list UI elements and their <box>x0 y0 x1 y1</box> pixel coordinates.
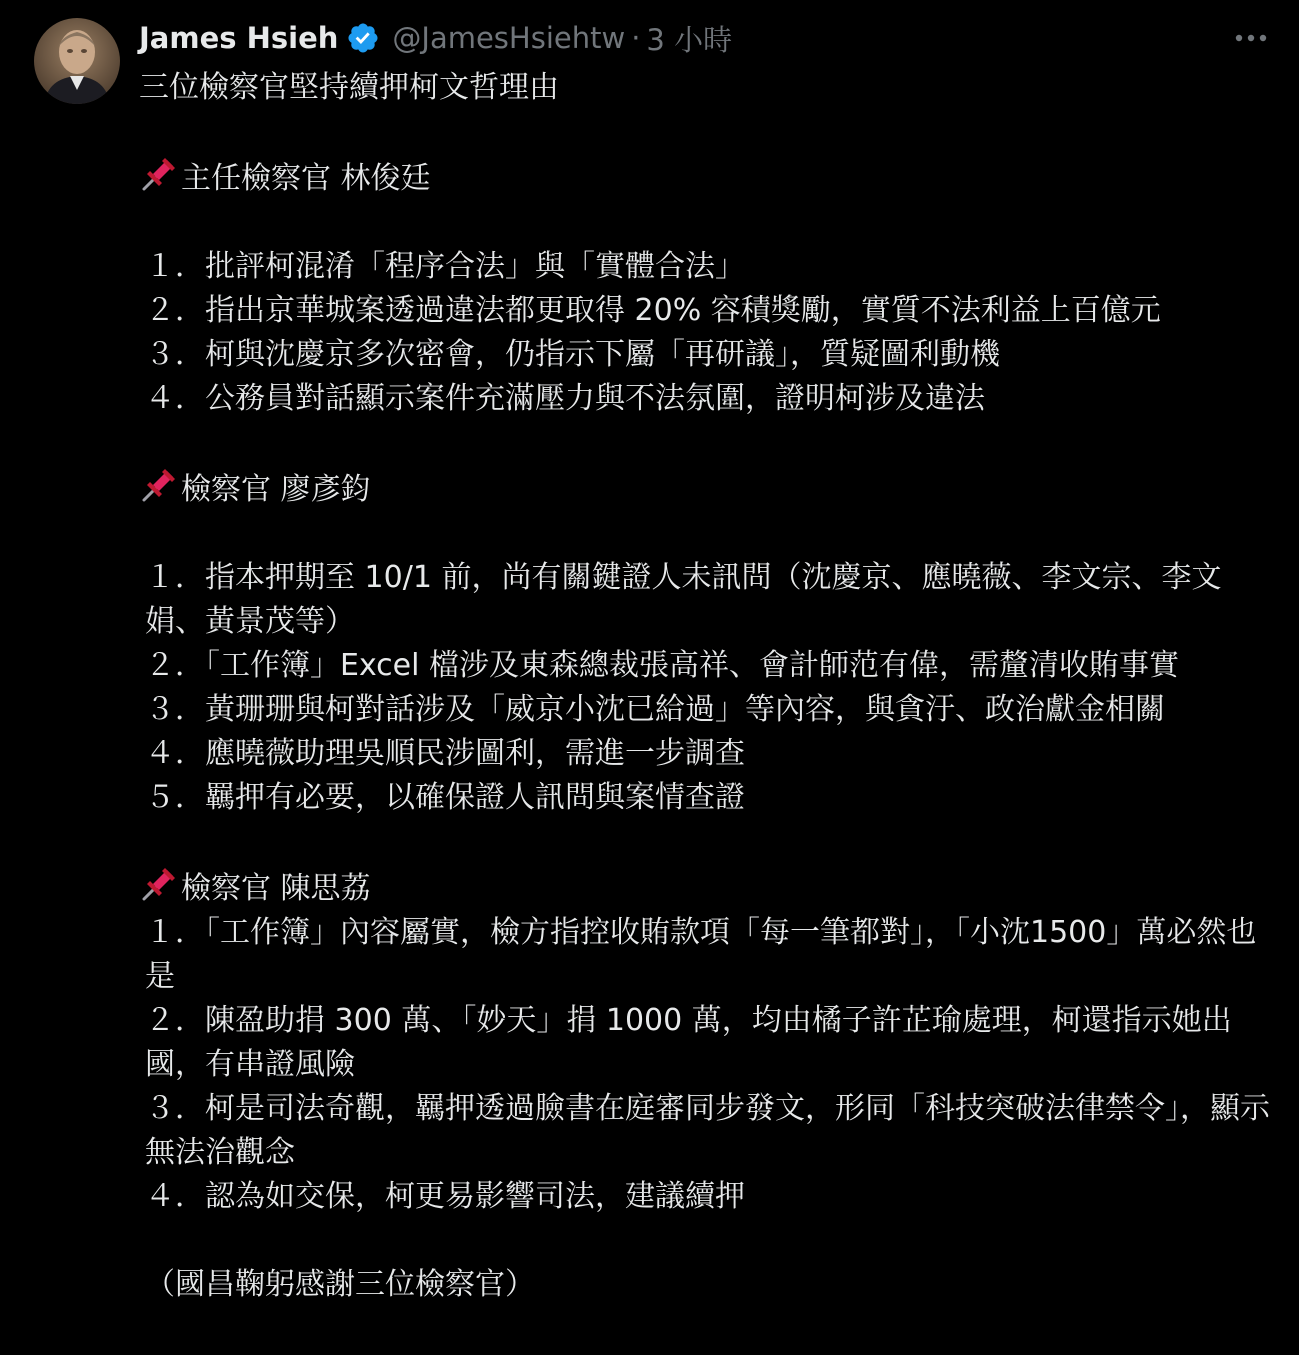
author-handle[interactable]: @JamesHsiehtw <box>392 21 626 55</box>
list-item: ３．柯是司法奇觀，羈押透過臉書在庭審同步發文，形同「科技突破法律禁令」，顯示無法治觀念 <box>145 1091 1270 1170</box>
section-heading-text: 主任檢察官 林俊廷 <box>181 161 431 196</box>
timestamp[interactable]: 3 小時 <box>646 22 733 57</box>
section-heading <box>139 864 1279 911</box>
author-name[interactable]: James Hsieh <box>139 21 339 55</box>
list-item: １．指本押期至 10/1 前，尚有關鍵證人未訊問（沈慶京、應曉薇、李文宗、李文娟、黃景茂等） <box>145 560 1222 639</box>
more-options-icon[interactable] <box>1229 22 1273 54</box>
separator-dot: · <box>631 21 641 55</box>
avatar[interactable] <box>34 18 120 104</box>
list-item: １．「工作簿」內容屬實，檢方指控收賄款項「每一筆都對」，「小沈1500」萬必然也是 <box>145 915 1257 994</box>
tweet-title: 三位檢察官堅持續押柯文哲理由 <box>139 70 559 105</box>
section-heading <box>139 154 1279 201</box>
list-item: ４．認為如交保，柯更易影響司法，建議續押 <box>145 1179 745 1214</box>
list-item: ４．應曉薇助理吳順民涉圖利，需進一步調查 <box>145 736 745 771</box>
tweet-footer: （國昌鞠躬感謝三位檢察官） <box>145 1267 535 1302</box>
list-item: ４．公務員對話顯示案件充滿壓力與不法氛圍，證明柯涉及違法 <box>145 381 985 416</box>
list-item: ３．柯與沈慶京多次密會，仍指示下屬「再研議」，質疑圖利動機 <box>145 337 1000 372</box>
section-heading-text: 檢察官 廖彥鈞 <box>181 472 371 507</box>
section-heading <box>139 465 1279 512</box>
list-item: ２．「工作簿」Excel 檔涉及東森總裁張高祥、會計師范有偉，需釐清收賄事實 <box>145 648 1180 683</box>
tweet-header <box>139 14 732 62</box>
verified-badge-icon <box>346 21 380 55</box>
list-item: ３．黃珊珊與柯對話涉及「威京小沈已給過」等內容，與貪汙、政治獻金相關 <box>145 692 1165 727</box>
pushpin-icon <box>139 154 179 194</box>
pushpin-icon <box>139 864 179 904</box>
pushpin-icon <box>139 465 179 505</box>
list-item: ５．羈押有必要，以確保證人訊問與案情查證 <box>145 780 745 815</box>
tweet-text <box>139 66 1279 1307</box>
list-item: １．批評柯混淆「程序合法」與「實體合法」 <box>145 249 745 284</box>
section-heading-text: 檢察官 陳思荔 <box>181 871 371 906</box>
list-item: ２．陳盈助捐 300 萬、「妙天」捐 1000 萬，均由橘子許芷瑜處理，柯還指示她出國，有串證風險 <box>145 1003 1232 1082</box>
list-item: ２．指出京華城案透過違法都更取得 20% 容積獎勵，實質不法利益上百億元 <box>145 293 1161 328</box>
avatar-image <box>34 18 120 104</box>
